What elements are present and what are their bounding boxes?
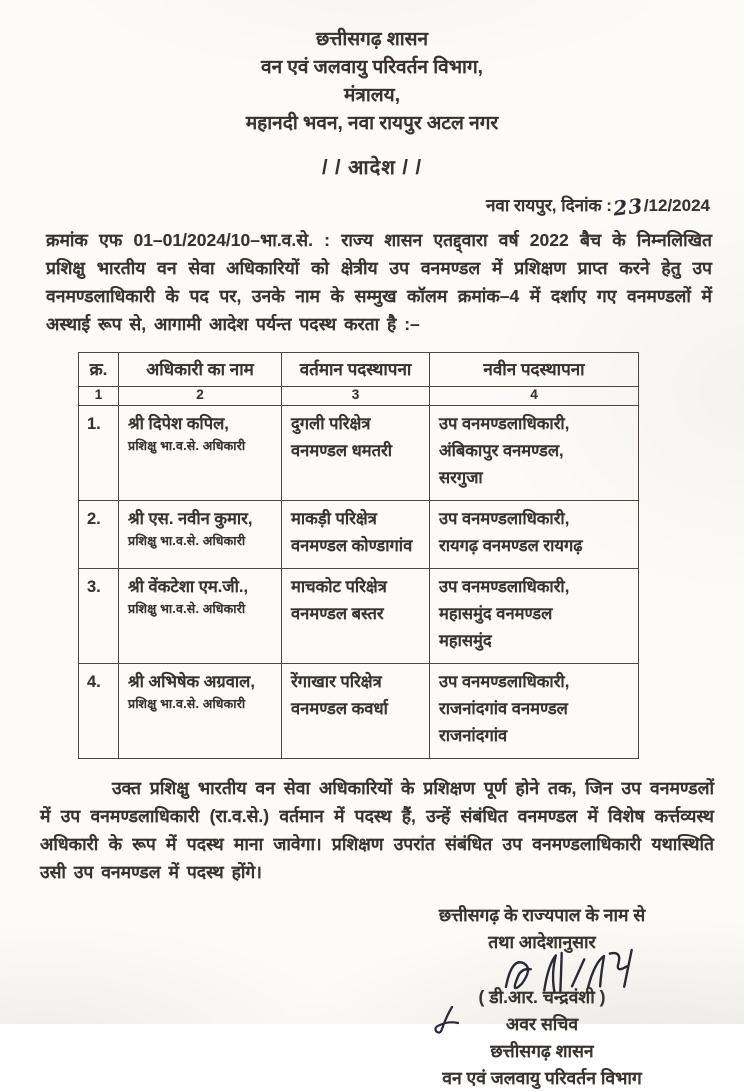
col-number-2: 2 <box>119 387 282 406</box>
officer-designation-sub: प्रशिक्षु भा.व.से. अधिकारी <box>128 602 246 616</box>
new-posting-cell: उप वनमण्डलाधिकारी, रायगढ़ वनमण्डल रायगढ़ <box>430 501 639 569</box>
signatory-org-line2: वन एवं जलवायु परिवर्तन विभाग <box>442 1068 642 1088</box>
signatory-org-line1: छत्तीसगढ़ शासन <box>490 1041 594 1061</box>
signature-scribble <box>489 934 663 1008</box>
dateline-place-label: नवा रायपुर, दिनांक : <box>485 196 612 215</box>
document-header <box>0 26 744 180</box>
col-number-4: 4 <box>430 387 639 406</box>
officer-designation-sub: प्रशिक्षु भा.व.से. अधिकारी <box>128 697 246 711</box>
officer-name: श्री वेंकटेशा एम.जी., <box>128 578 249 596</box>
row-serial: 4. <box>79 664 119 759</box>
column-number-row <box>79 387 639 406</box>
signatory-designation: अवर सचिव <box>505 1014 579 1034</box>
col-number-1: 1 <box>79 387 119 406</box>
current-posting-cell: दुगली परिक्षेत्र वनमण्डल धमतरी <box>282 406 430 501</box>
order-body-paragraph: क्रमांक एफ 01–01/2024/10–भा.व.से. : राज्य शासन एतद्द्वारा वर्ष 2022 बैच के निम्नलिखित प्रशिक्षु भारतीय वन सेवा अधिकारियों को क्षेत्रीय उप वनमण्डल में प्रशिक्षण प्राप्त करने हेतु उप वनमण्डलाधिकारी के पद पर, उनके नाम के सम्मुख कॉलम क्रमांक–4 में दर्शाए गए वनमण्डलों में अस्थाई रूप से, आगामी आदेश पर्यन्त पदस्थ करता है :– <box>46 230 712 334</box>
closing-paragraph: उक्त प्रशिक्षु भारतीय वन सेवा अधिकारियों के प्रशिक्षण पूर्ण होने तक, जिन उप वनमण्डलों में उप वनमण्डलाधिकारी (रा.व.से.) वर्तमान में पदस्थ हैं, उन्हें संबंधित वनमण्डल में विशेष कर्त्तव्यस्थ अधिकारी के रूप में पदस्थ माना जावेगा। प्रशिक्षण उपरांत संबंधित उप वनमण्डलाधिकारी यथास्थिति उसी उप वनमण्डल में पदस्थ होंगे। <box>40 778 714 882</box>
signature-authority-line2: तथा आदेशानुसार <box>488 932 596 952</box>
officer-name: श्री दिपेश कपिल, <box>128 415 229 433</box>
new-posting-cell: उप वनमण्डलाधिकारी, महासमुंद वनमण्डल महासमुंद <box>430 569 639 664</box>
table-row <box>79 406 639 501</box>
dateline-month-year: /12/2024 <box>643 196 710 215</box>
officer-name: श्री एस. नवीन कुमार, <box>128 510 253 528</box>
header-ministry: मंत्रालय, <box>344 85 400 106</box>
handwritten-day: 23 <box>612 193 645 221</box>
header-address: महानदी भवन, नवा रायपुर अटल नगर <box>245 113 499 134</box>
col-header-officer-name: अधिकारी का नाम <box>119 353 282 387</box>
current-posting-cell: माकड़ी परिक्षेत्र वनमण्डल कोण्डागांव <box>282 501 430 569</box>
table-row <box>79 664 639 759</box>
posting-table-head <box>79 353 639 406</box>
table-header-row <box>79 353 639 387</box>
new-posting-cell: उप वनमण्डलाधिकारी, राजनांदगांव वनमण्डल राजनांदगांव <box>430 664 639 759</box>
posting-table-body <box>79 406 639 759</box>
signatory-designation-row <box>366 1011 718 1038</box>
row-serial: 3. <box>79 569 119 664</box>
col-header-serial: क्र. <box>79 353 119 387</box>
row-officer-name-cell <box>119 501 282 569</box>
table-row <box>79 569 639 664</box>
col-header-new-posting: नवीन पदस्थापना <box>430 353 639 387</box>
col-number-3: 3 <box>282 387 430 406</box>
col-header-current-posting: वर्तमान पदस्थापना <box>282 353 430 387</box>
row-officer-name-cell <box>119 664 282 759</box>
dateline <box>0 192 710 221</box>
initial-scribble <box>430 1003 464 1037</box>
posting-table <box>78 352 639 759</box>
header-department-name: वन एवं जलवायु परिवर्तन विभाग, <box>261 57 483 78</box>
current-posting-cell: रेंगाखार परिक्षेत्र वनमण्डल कवर्धा <box>282 664 430 759</box>
table-row <box>79 501 639 569</box>
current-posting-cell: माचकोट परिक्षेत्र वनमण्डल बस्तर <box>282 569 430 664</box>
row-serial: 2. <box>79 501 119 569</box>
row-officer-name-cell <box>119 406 282 501</box>
order-title: / / आदेश / / <box>321 157 423 179</box>
signature-block <box>366 902 718 1092</box>
row-officer-name-cell <box>119 569 282 664</box>
header-government-name: छत्तीसगढ़ शासन <box>315 29 429 50</box>
officer-designation-sub: प्रशिक्षु भा.व.से. अधिकारी <box>128 439 246 453</box>
officer-designation-sub: प्रशिक्षु भा.व.से. अधिकारी <box>128 534 246 548</box>
new-posting-cell: उप वनमण्डलाधिकारी, अंबिकापुर वनमण्डल, सरगुजा <box>430 406 639 501</box>
row-serial: 1. <box>79 406 119 501</box>
officer-name: श्री अभिषेक अग्रवाल, <box>128 673 255 691</box>
signature-authority-line1: छत्तीसगढ़ के राज्यपाल के नाम से <box>438 905 646 925</box>
signatory-name: ( डी.आर. चन्द्रवंशी ) <box>478 987 606 1007</box>
